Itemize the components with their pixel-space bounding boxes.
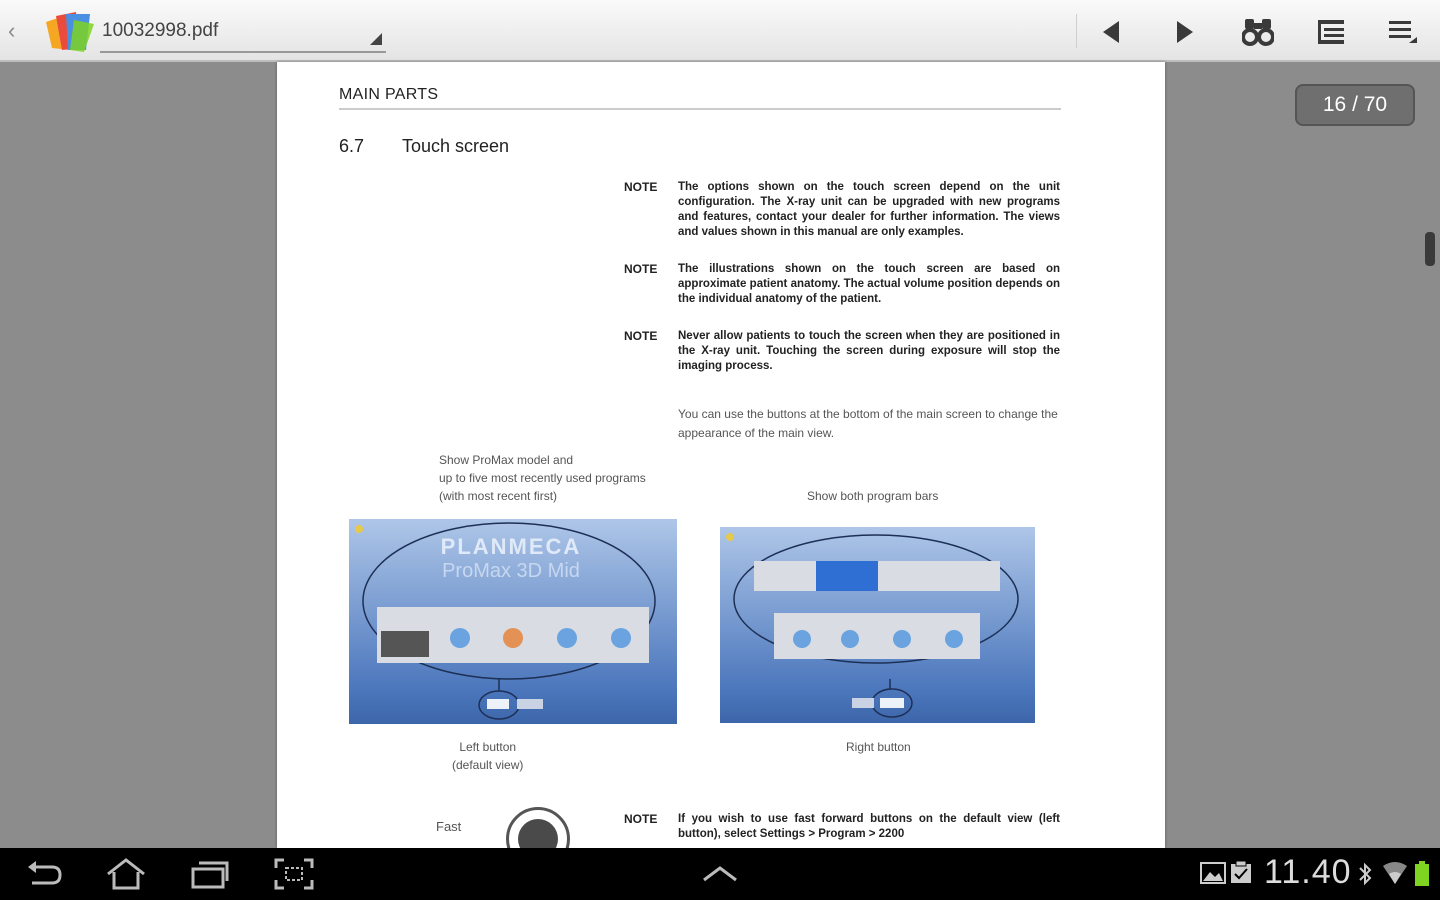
next-page-icon [1173, 19, 1197, 45]
menu-button[interactable] [1378, 10, 1428, 54]
app-logo-icon[interactable] [40, 8, 96, 54]
note-text: The options shown on the touch screen depend on the unit configuration. The X-ray unit can be upgraded with new programs and features, contact your dealer for further information. The views and values shown in this manual are only examples. [678, 181, 1060, 238]
next-page-button[interactable] [1160, 10, 1210, 54]
nav-back-button[interactable] [14, 856, 74, 892]
nav-screenshot-button[interactable] [264, 856, 324, 892]
right-caption-bottom: Right button [846, 740, 911, 754]
caption-line: up to five most recently used programs [439, 471, 646, 485]
fast-forward-icon [506, 807, 570, 848]
body-paragraph: You can use the buttons at the bottom of the main screen to change the appearance of the main view. [678, 407, 1058, 440]
menu-icon [1387, 17, 1419, 47]
nav-up-icon [700, 864, 740, 884]
nav-home-icon [104, 858, 148, 890]
pdf-page[interactable] [277, 62, 1165, 848]
back-icon[interactable]: ‹ [8, 18, 16, 43]
title-underline [100, 51, 386, 53]
nav-up-button[interactable] [690, 856, 750, 892]
note-label: NOTE [624, 812, 658, 826]
note-text: The illustrations shown on the touch screen are based on approximate patient anatomy. The actual volume position depends on the individual anatomy of the patient. [678, 263, 1060, 305]
prev-page-icon [1099, 19, 1123, 45]
screen-model: ProMax 3D Mid [442, 560, 580, 582]
left-screen-illustration [349, 519, 677, 724]
wifi-icon [1382, 862, 1408, 886]
note-text: If you wish to use fast forward buttons on the default view (left button), select Settings > Program > 2200 [678, 813, 1060, 840]
action-bar [0, 0, 1440, 62]
section-header: MAIN PARTS [339, 86, 439, 103]
nav-screenshot-icon [274, 858, 314, 890]
header-rule [339, 108, 1061, 110]
separator [1076, 14, 1077, 48]
dropdown-icon[interactable] [370, 33, 382, 45]
nav-back-icon [24, 859, 64, 889]
page-indicator: 16 / 70 [1295, 84, 1415, 126]
caption-line: (default view) [452, 758, 524, 772]
outline-icon [1316, 18, 1346, 46]
section-title: Touch screen [402, 136, 510, 156]
note-text: Never allow patients to touch the screen when they are positioned in the X-ray unit. Touching the screen during exposure will stop the imaging process. [678, 330, 1060, 372]
caption-line: Show ProMax model and [439, 453, 574, 467]
note-label: NOTE [624, 262, 658, 276]
scrollbar-thumb[interactable] [1425, 232, 1435, 266]
left-caption-bottom [452, 738, 523, 774]
nav-recent-apps-button[interactable] [180, 856, 240, 892]
left-caption-top [439, 451, 646, 505]
right-screen-illustration [720, 527, 1035, 723]
right-caption-top: Show both program bars [807, 489, 939, 503]
gallery-icon [1200, 862, 1226, 884]
caption-line: (with most recent first) [439, 489, 558, 503]
nav-home-button[interactable] [96, 856, 156, 892]
nav-recent-apps-icon [189, 859, 231, 889]
section-number: 6.7 [339, 136, 365, 156]
system-navigation-bar [0, 848, 1440, 900]
right-screen-graphic [720, 527, 1035, 723]
note-label: NOTE [624, 180, 658, 194]
left-screen-graphic [349, 519, 677, 724]
file-name[interactable]: 10032998.pdf [102, 20, 219, 41]
binoculars-icon [1242, 17, 1274, 47]
note-label: NOTE [624, 329, 658, 343]
clipboard-icon [1230, 860, 1252, 884]
bluetooth-icon [1358, 862, 1372, 886]
status-clock: 11.40 [1264, 853, 1352, 891]
screen-logo: PLANMECA [440, 534, 582, 559]
battery-icon [1414, 860, 1430, 888]
prev-page-button[interactable] [1086, 10, 1136, 54]
outline-button[interactable] [1306, 10, 1356, 54]
search-button[interactable] [1233, 10, 1283, 54]
caption-line: Left button [459, 740, 517, 754]
fast-label: Fast [436, 819, 462, 834]
